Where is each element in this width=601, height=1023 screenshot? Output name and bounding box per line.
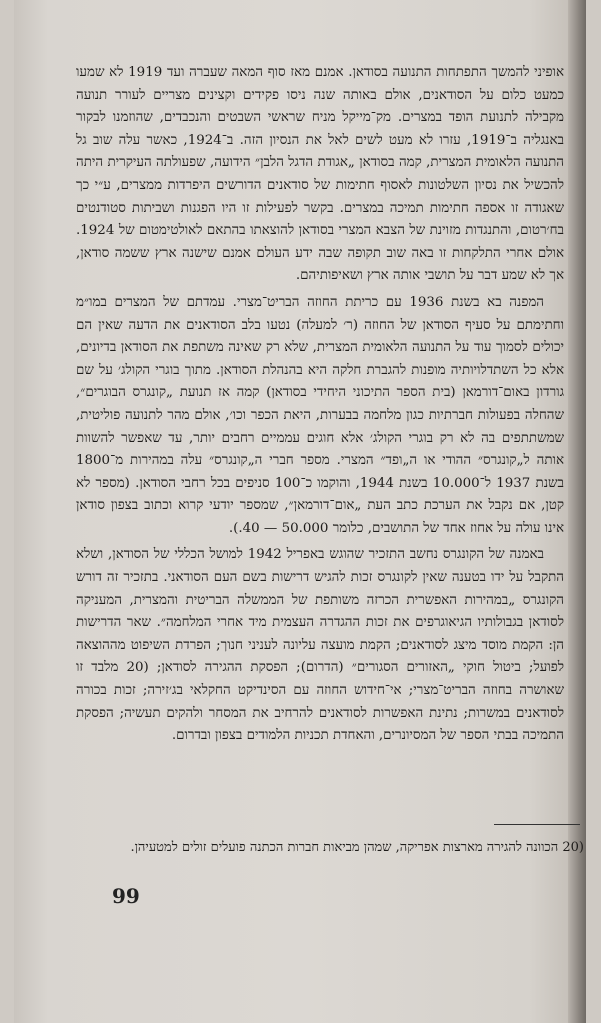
paragraph-3: באמנה של הקונגרס נחשב התזכיר שהוגש באפריל 1942 למושל הכללי של הסודאן, ושלא התקבל על ידו בטענה שאין לקונגרס זכות להגיש דרישות בשם העם הסודאני. בתזכיר זה דורש הקונגרס „במהירות האפשרית הכרזה משותפת של הממשלה הבריטית והמצרית, המעניקה לסודאן בגבולותיו הגיאוגרפים את זכות ההגדרה העצמית מיד אחרי המלחמה״. שאר הדרישות הן: הקמת מוסד מיצג לסודאנים; הקמת מועצה עליונה לעניני חנוך; הפרדת השיפוט מההוצאה לפועל; ביטול חוקי „האזורים הסגורים״ (הדרום); הפסקת ההגירה לסודאן; (20 מלבד זו שאושרה בחוזה הבריט־מצרי; אי־חידוש החוזה עם הסינדיקט החקלאי בג׳זירה; זכות בכורה לסודאנים במשרות; נתינת האפשרות לסודאנים להרחיב את המסחר ולהקים תעשיה; הפסקת התמיכה בבתי הספר של המסיונרים, והאחדת תכניות הלמודים בצפון ובדרום. xyxy=(76,547,564,744)
page-number: 99 xyxy=(112,884,140,908)
paragraph-2: המפנה בא בשנת 1936 עם כריתת החוזה הבריט־מצרי. עמדתם של המצרים במו״מ וחתימתם על סעיף הסודאן של החוזה (ר׳ למעלה) נטעו בלב הסודאנים את הדעה שאין הם יכולים לסמוך עוד על התנועה הלאומית המצרית, שלא רק שאינה משתפת את הסודאן בדיונים, אלא כל השתדלויותיה מופנות להגברת חלקה היא בהנהלת הסודאן. מתוך בוגרי הקולג׳ על שם גורדון באום־דורמאן (בית הספר התיכוני היחידי בסודאן) קמה אז תנועת „קונגרס הבוגרים״, שהחלה בפעולות חברתיות כגון מלחמה בבערות, היאת הכפר וכו׳, אולם מהר לתנועה פוליטית, שמשתתפים בה לא רק בוגרי הקולג׳ אלא חוגים עממיים רחבים יותר, עד שאפשר להשוות אותה ל„קונגרס״ ההודי או ה„ופד״ המצרי. מספר חברי ה„קונגרס״ עלה במהירות מ־1800 בשנת 1937 ל־10.000 בשנת 1944, והוקמו כ־100 סניפים בכל רחבי הסודאן. (מספר לא קטן, אם נקבל את הערכת כתב העת „אום־דורמאן״, שמספר יודעי קרוא וכתוב בצפון סודאן אינו עולה על אחוז אחד של התושבים, כלומר 50.000 — 40.). xyxy=(76,294,564,536)
paragraph-1: אופיני להמשך התפתחות התנועה בסודאן. אמנם מאז סוף המאה שעברה ועד 1919 לא שמעו כמעט כלום על הסודאנים, אולם באותה שנה ניסו פקידים וקצינים מצריים לעורר תנועה מקבילה לתנועת הופד במצרים. מק־מייקל מניח שראשי השבטים והנכבדים, שהוזמנו לבקור באנגליה ב־1919, עזרו לא מעט לשים לאל את הנסיון הזה. ב־1924, כאשר עלה שוב גל התנועה הלאומית המצרית, קמה בסודאן „אגודת הדגל הלבן״ הידועה, שפעולתה העיקרית היתה להכשיל את נסיון השלטונות לאסוף חתימות של סודאנים הדורשים היפרדות ממצרים, ע״י כך שאגודה זו אספה חתימות תמיכה במצרים. בקשר לפעילות זו היו הפגנות ושביתות סטודנטים בח׳רטום, והתנגדות מזוינת של הצבא המצרי בסודאן להוצאתו בהתאם לאולטימטום של 1924. אולם אחרי התלקחות זו באה שוב תקופה שבה ידע העולם אמנם שישנה ארץ ששמה סודאן, אך לא שמע דבר על תושבי אותה ארץ ושאיפותיהם. xyxy=(76,65,564,284)
page-gutter-shadow xyxy=(568,0,586,1023)
body-text xyxy=(76,62,564,748)
book-page xyxy=(14,0,586,1023)
footnote: (20 הכוונה להגירה מארצות אפריקה, שמהן מביאות חברות הכתנה פועלים זולים למטעיהן. xyxy=(130,840,584,855)
footnote-separator xyxy=(494,824,580,825)
